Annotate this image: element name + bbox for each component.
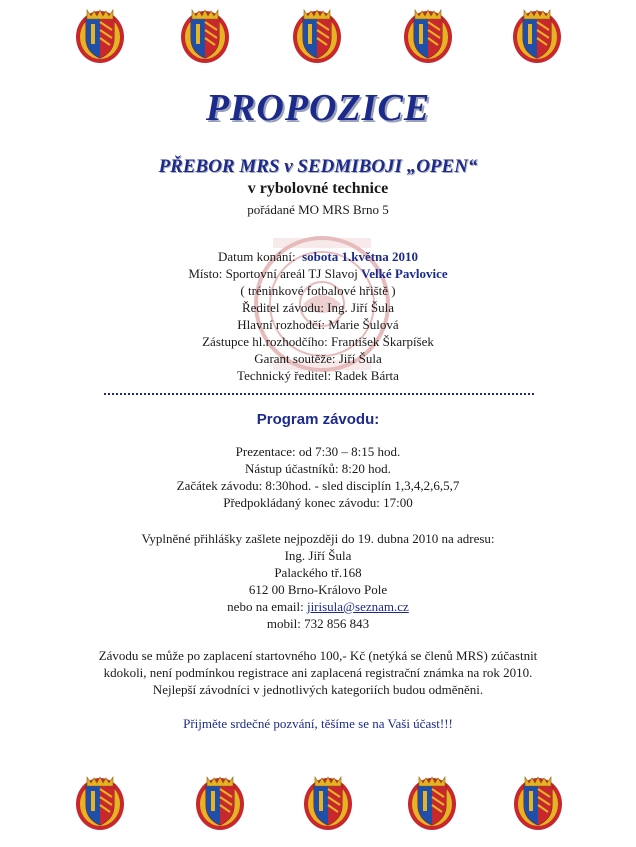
top-crest-row (0, 8, 636, 64)
invitation-line: Přijměte srdečné pozvání, těšíme se na Vaši účast!!! (183, 716, 453, 731)
application-block (0, 530, 636, 632)
technical-director-line: Technický ředitel: Radek Bárta (237, 368, 399, 383)
crest-icon (407, 775, 457, 831)
crest-icon (512, 8, 562, 64)
deputy-judge-line: Zástupce hl.rozhodčího: František Škarpíšek (202, 334, 434, 349)
event-date: sobota 1.května 2010 (302, 249, 419, 264)
dotted-divider (104, 393, 534, 395)
contact-name: Ing. Jiří Šula (284, 548, 352, 563)
contact-street: Palackého tř.168 (274, 565, 362, 580)
date-line: Datum konání: sobota 1.května 2010 (217, 249, 419, 264)
crest-icon (75, 775, 125, 831)
email-link[interactable]: jirisula@seznam.cz (306, 599, 409, 614)
email-line: nebo na email: jirisula@seznam.cz (227, 599, 409, 614)
crest-icon (513, 775, 563, 831)
program-list (0, 443, 636, 511)
event-title: PŘEBOR MRS v SEDMIBOJI „OPEN“ (158, 156, 478, 177)
place-line: Místo: Sportovní areál TJ Slavoj Velké Pavlovice (188, 266, 448, 281)
director-line: Ředitel závodu: Ing. Jiří Šula (241, 300, 394, 315)
crest-icon (403, 8, 453, 64)
crest-icon (195, 775, 245, 831)
contact-city: 612 00 Brno-Královo Pole (248, 582, 388, 597)
crest-icon (292, 8, 342, 64)
place-note: ( tréninkové fotbalové hřiště ) (240, 283, 396, 298)
event-subtitle: v rybolovné technice (247, 180, 389, 197)
page-title: PROPOZICE (205, 87, 431, 129)
race-conditions: Závodu se může po zaplacení startovného 100,- Kč (netýká se členů MRS) zúčastnit kdokoli, není podmínkou registrace ani zaplacená registrační známka na rok 2010. Nejlepší závodníci v jednotlivých kategoriích budou odměněni. (98, 648, 538, 697)
program-line: Nástup účastníků: 8:20 hod. (245, 461, 391, 476)
contact-phone: mobil: 732 856 843 (266, 616, 370, 631)
crest-icon (303, 775, 353, 831)
guarantor-line: Garant soutěže: Jiří Šula (254, 351, 382, 366)
program-line: Prezentace: od 7:30 – 8:15 hod. (235, 444, 401, 459)
program-heading: Program závodu: (256, 411, 380, 428)
organizer-line: pořádané MO MRS Brno 5 (247, 202, 389, 217)
program-line: Předpokládaný konec závodu: 17:00 (223, 495, 413, 510)
crest-icon (180, 8, 230, 64)
bottom-crest-row (0, 775, 636, 831)
event-info (0, 248, 636, 384)
application-intro: Vyplněné přihlášky zašlete nejpozději do 19. dubna 2010 na adresu: (141, 531, 495, 546)
chief-judge-line: Hlavní rozhodčí: Marie Šulová (237, 317, 399, 332)
crest-icon (75, 8, 125, 64)
program-line: Začátek závodu: 8:30hod. - sled disciplín 1,3,4,2,6,5,7 (176, 478, 460, 493)
event-place: Velké Pavlovice (361, 266, 448, 281)
